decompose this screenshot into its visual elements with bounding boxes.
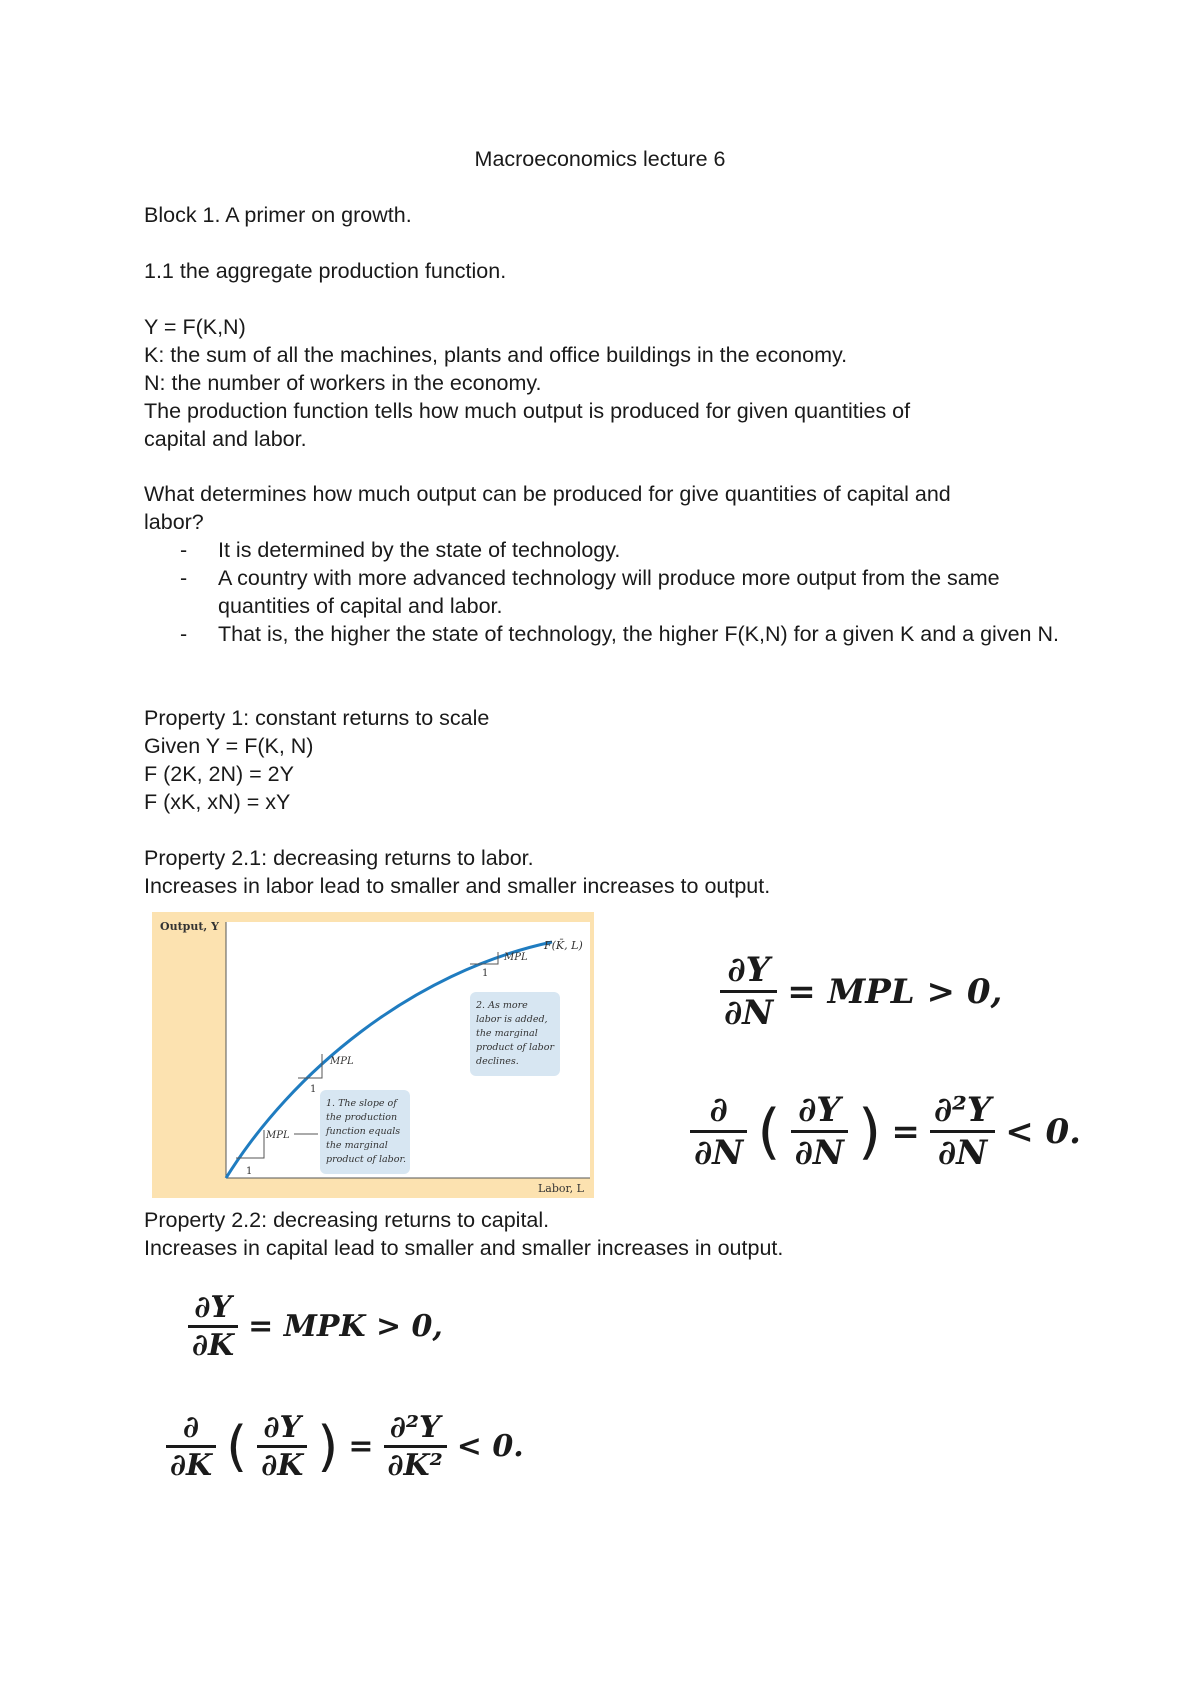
callout1-line: the marginal bbox=[326, 1140, 388, 1151]
capital-definition: K: the sum of all the machines, plants and office buildings in the economy. bbox=[144, 343, 848, 367]
bullet-item bbox=[180, 564, 1060, 620]
mpl-second-derivative-equation bbox=[690, 1090, 1081, 1173]
mpk-second-derivative-equation bbox=[166, 1410, 524, 1483]
unit-label-3: 1 bbox=[482, 968, 489, 979]
callout2-line: the marginal bbox=[476, 1028, 538, 1039]
partial-symbol: ∂ bbox=[694, 1133, 713, 1173]
partial-symbol: ∂ bbox=[389, 1410, 406, 1445]
bullet-text: That is, the higher the state of technology, the higher F(K,N) for a given K and a given N. bbox=[218, 622, 1059, 646]
dy-dk-fraction bbox=[188, 1290, 238, 1363]
unit-label-2: 1 bbox=[310, 1084, 317, 1095]
partial-symbol: ∂ bbox=[724, 993, 743, 1033]
bullet-dash: - bbox=[180, 622, 188, 646]
property22-description: Increases in capital lead to smaller and smaller increases in output. bbox=[144, 1236, 784, 1260]
partial-symbol: ∂ bbox=[727, 950, 746, 990]
bullet-text: It is determined by the state of technology. bbox=[218, 538, 621, 562]
k-symbol: K bbox=[277, 1448, 304, 1483]
property21-title: Property 2.1: decreasing returns to labor. bbox=[144, 846, 534, 870]
production-function-text-line2: capital and labor. bbox=[144, 427, 307, 451]
left-paren: ( bbox=[226, 1415, 248, 1478]
property21-description: Increases in labor lead to smaller and smaller increases to output. bbox=[144, 874, 771, 898]
less-than-zero: < 0. bbox=[1005, 1111, 1082, 1152]
mpk-equation bbox=[188, 1290, 443, 1363]
partial-symbol: ∂ bbox=[937, 1133, 957, 1173]
mpl-relation: = MPL > 0, bbox=[787, 971, 1003, 1012]
mpl-label-2: MPL bbox=[330, 1056, 354, 1067]
partial-symbol: ∂ bbox=[933, 1090, 953, 1130]
mpl-equation bbox=[720, 950, 1002, 1033]
equals-sign: = bbox=[348, 1429, 374, 1464]
y-squared-symbol: ²Y bbox=[952, 1090, 992, 1130]
property1-equation2: F (xK, xN) = xY bbox=[144, 790, 291, 814]
n-symbol: N bbox=[742, 993, 774, 1033]
bullet-text: A country with more advanced technology will produce more output from the same quantities of capital and labor. bbox=[218, 566, 1000, 618]
partial-symbol: ∂ bbox=[794, 1133, 813, 1173]
section-heading: 1.1 the aggregate production function. bbox=[144, 259, 507, 283]
partial-symbol: ∂ bbox=[183, 1410, 200, 1445]
right-paren: ) bbox=[857, 1096, 882, 1167]
partial-symbol: ∂ bbox=[170, 1448, 187, 1483]
d-dn-fraction bbox=[690, 1090, 747, 1173]
callout1-line: 1. The slope of bbox=[326, 1098, 397, 1109]
property22-title: Property 2.2: decreasing returns to capital. bbox=[144, 1208, 550, 1232]
bullet-item bbox=[180, 620, 1060, 648]
partial-symbol: ∂ bbox=[798, 1090, 817, 1130]
y-symbol: Y bbox=[816, 1090, 841, 1130]
property1-given: Given Y = F(K, N) bbox=[144, 734, 314, 758]
bullet-dash: - bbox=[180, 538, 188, 562]
callout1-line: the production bbox=[326, 1112, 398, 1123]
production-function-definition: Y = F(K,N) bbox=[144, 315, 246, 339]
bullet-item bbox=[180, 536, 1060, 564]
labor-definition: N: the number of workers in the economy. bbox=[144, 371, 542, 395]
callout2-line: 2. As more bbox=[476, 1000, 528, 1011]
property1-equation1: F (2K, 2N) = 2Y bbox=[144, 762, 294, 786]
k-symbol: K bbox=[208, 1328, 235, 1363]
mpl-label-3: MPL bbox=[504, 952, 528, 963]
property1-title: Property 1: constant returns to scale bbox=[144, 706, 490, 730]
d2y-dn2-fraction bbox=[930, 1090, 995, 1173]
block-heading: Block 1. A primer on growth. bbox=[144, 203, 412, 227]
left-paren: ( bbox=[757, 1096, 781, 1167]
y-symbol: Y bbox=[745, 950, 770, 990]
k-symbol: K bbox=[186, 1448, 213, 1483]
document-title: Macroeconomics lecture 6 bbox=[474, 147, 726, 171]
partial-symbol: ∂ bbox=[261, 1448, 278, 1483]
less-than-zero: < 0. bbox=[456, 1429, 524, 1464]
dy-dn-fraction bbox=[791, 1090, 848, 1173]
callout2-line: product of labor bbox=[476, 1042, 554, 1053]
x-axis-label: Labor, L bbox=[538, 1182, 584, 1195]
partial-symbol: ∂ bbox=[709, 1090, 728, 1130]
unit-label-1: 1 bbox=[246, 1166, 253, 1177]
partial-symbol: ∂ bbox=[263, 1410, 280, 1445]
production-function-figure bbox=[152, 912, 594, 1198]
callout1-line: product of labor. bbox=[326, 1154, 406, 1165]
k-squared-symbol: K² bbox=[403, 1448, 443, 1483]
partial-symbol: ∂ bbox=[194, 1290, 211, 1325]
y-symbol: Y bbox=[279, 1410, 301, 1445]
y-squared-symbol: ²Y bbox=[405, 1410, 441, 1445]
production-function-text-line1: The production function tells how much output is produced for given quantities of bbox=[144, 399, 911, 423]
n-symbol: N bbox=[712, 1133, 744, 1173]
mpk-relation: = MPK > 0, bbox=[248, 1309, 443, 1344]
y-axis-label: Output, Y bbox=[160, 920, 219, 933]
bullet-dash: - bbox=[180, 566, 188, 590]
n-symbol: N bbox=[812, 1133, 844, 1173]
partial-symbol: ∂ bbox=[192, 1328, 209, 1363]
y-symbol: Y bbox=[210, 1290, 232, 1325]
partial-symbol: ∂ bbox=[387, 1448, 404, 1483]
callout2-line: labor is added, bbox=[476, 1014, 548, 1025]
right-paren: ) bbox=[317, 1415, 339, 1478]
technology-bullet-list bbox=[180, 536, 1060, 648]
callout2-line: declines. bbox=[476, 1056, 519, 1067]
curve-label: F(K̄, L) bbox=[544, 939, 583, 952]
equals-sign: = bbox=[891, 1111, 920, 1152]
question-line1: What determines how much output can be produced for give quantities of capital and bbox=[144, 482, 951, 506]
dy-dn-fraction bbox=[720, 950, 777, 1033]
question-line2: labor? bbox=[144, 510, 204, 534]
n-symbol: N bbox=[956, 1133, 988, 1173]
callout1-line: function equals bbox=[326, 1126, 401, 1137]
d2y-dk2-fraction bbox=[384, 1410, 447, 1483]
mpl-label-1: MPL bbox=[266, 1130, 290, 1141]
d-dk-fraction bbox=[166, 1410, 216, 1483]
dy-dk-fraction bbox=[257, 1410, 307, 1483]
